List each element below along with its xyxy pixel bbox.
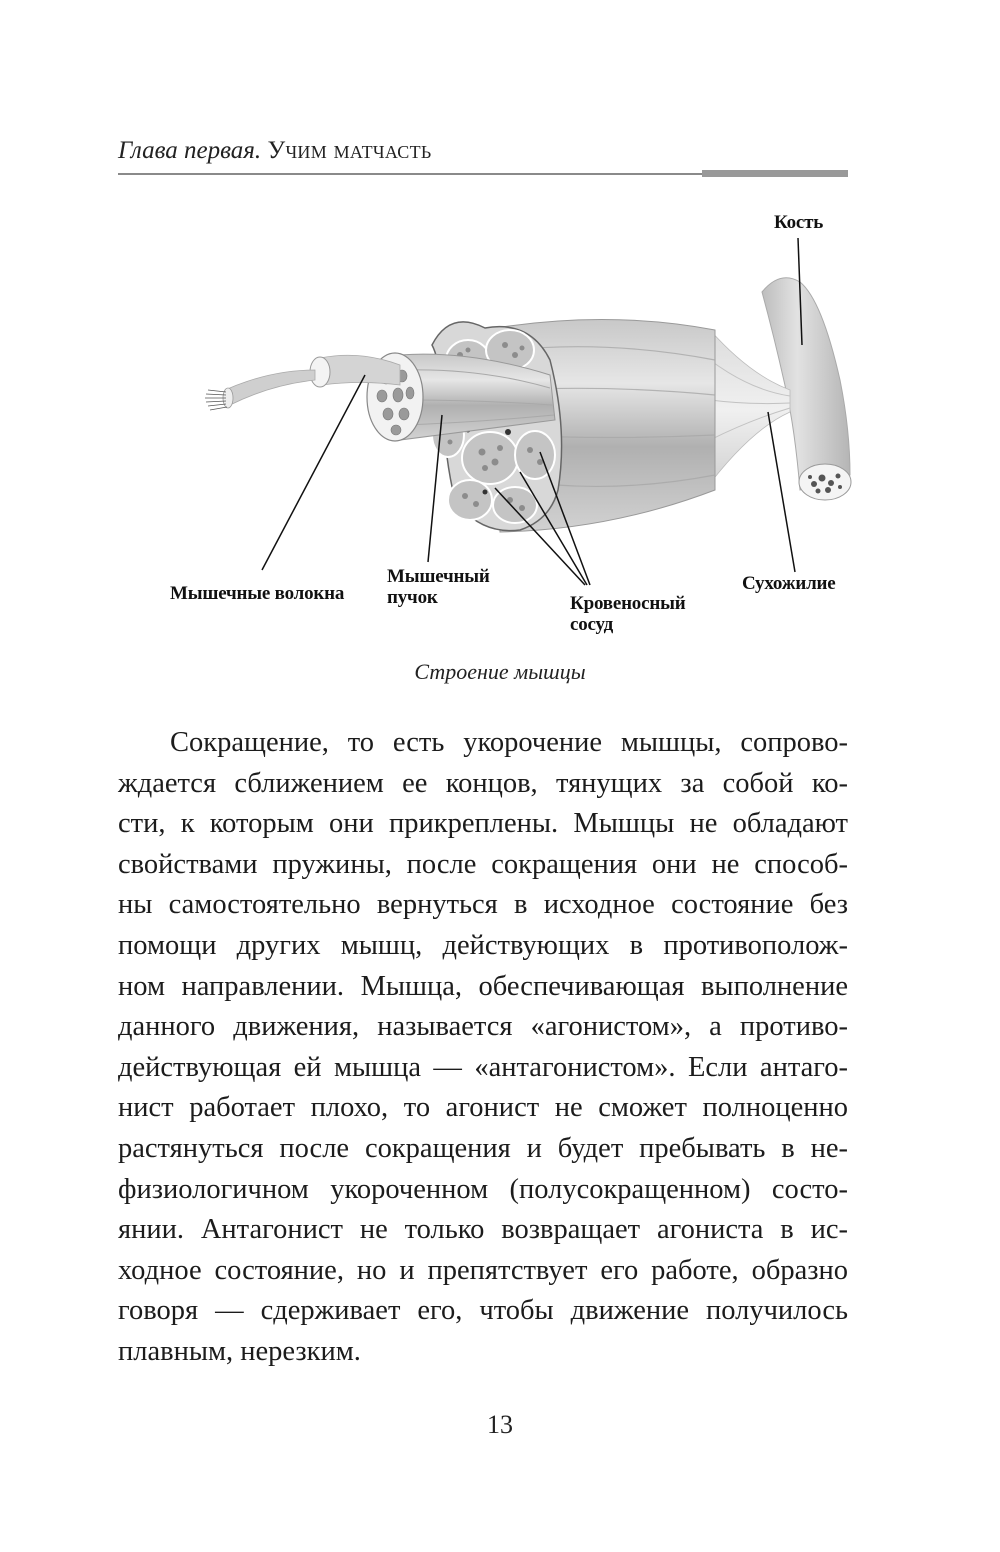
header-accent-bar <box>702 170 848 177</box>
page-number: 13 <box>487 1410 513 1439</box>
text-line: действующая ей мышца — «антагонистом». Если антаго- <box>118 1051 848 1083</box>
text-line: ходное состояние, но и препятствует его работе, образно <box>118 1254 848 1286</box>
chapter-title: Учим матчасть <box>267 137 432 164</box>
label-blood-vessel-line2: сосуд <box>570 614 614 635</box>
text-line: янии. Антагонист не только возвращает агониста в ис- <box>118 1214 848 1246</box>
text-line: говоря — сдерживает его, чтобы движение получилось <box>118 1295 848 1327</box>
text-line: растянуться после сокращения и будет пребывать в не- <box>118 1132 848 1164</box>
body-paragraph <box>118 723 848 1373</box>
running-header <box>118 136 848 176</box>
label-bone: Кость <box>774 212 824 233</box>
text-line: нист работает плохо, то агонист не сможет полноценно <box>118 1092 848 1124</box>
label-blood-vessel-line1: Кровеносный <box>570 593 686 614</box>
text-line: сти, к которым они прикреплены. Мышцы не обладают <box>118 808 848 840</box>
text-line: свойствами пружины, после сокращения они не способ- <box>118 848 848 880</box>
label-tendon: Сухожилие <box>742 573 836 594</box>
header-rule <box>118 173 704 175</box>
text-line: данного движения, называется «агонистом», а противо- <box>118 1011 848 1043</box>
figure-caption: Строение мышцы <box>414 659 586 684</box>
label-muscle-bundle-line1: Мышечный <box>387 566 490 587</box>
text-line: физиологичном укороченном (полусокращенном) состо- <box>118 1173 848 1205</box>
header-text <box>118 136 432 166</box>
muscle-illustration <box>150 200 870 630</box>
text-line: ны самостоятельно вернуться в исходное состояние без <box>118 889 848 921</box>
text-line: плавным, нерезким. <box>118 1335 361 1367</box>
label-muscle-fibers: Мышечные волокна <box>170 583 345 604</box>
chapter-label: Глава первая. <box>118 137 262 164</box>
text-line: ждается сближением ее концов, тянущих за собой ко- <box>118 767 848 799</box>
text-line: ном направлении. Мышца, обеспечивающая выполнение <box>118 970 848 1002</box>
text-line: Сокращение, то есть укорочение мышцы, сопрово- <box>170 727 848 758</box>
text-line: помощи других мышц, действующих в противополож- <box>118 929 848 961</box>
label-muscle-bundle-line2: пучок <box>387 587 438 608</box>
muscle-structure-figure <box>150 200 870 635</box>
